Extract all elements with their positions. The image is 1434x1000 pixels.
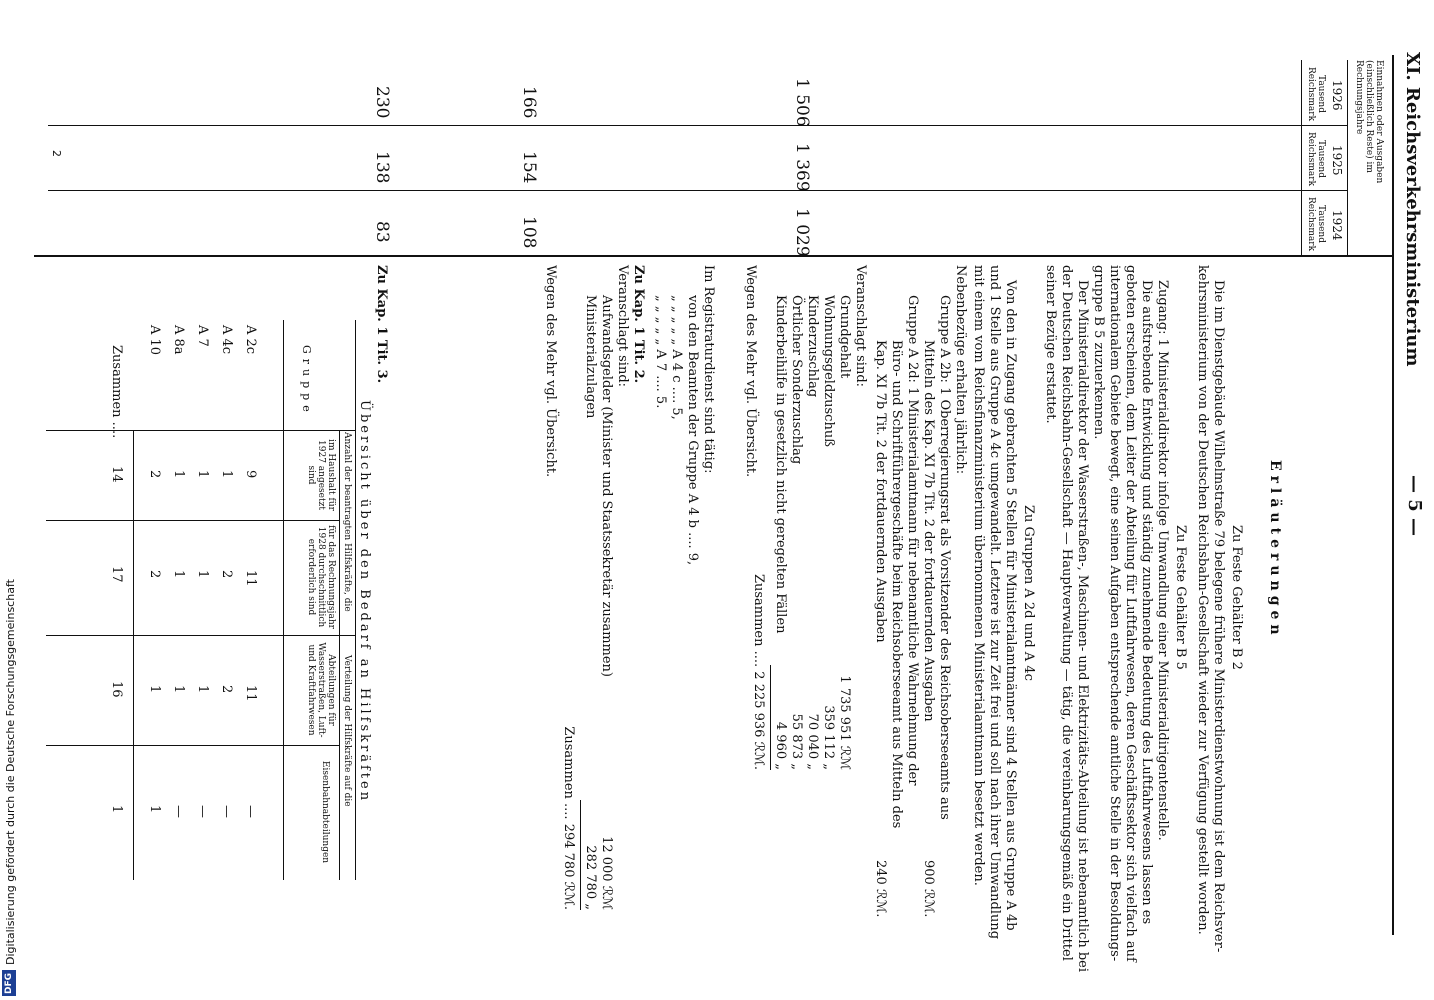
year-1925: 1925 (1330, 145, 1344, 176)
b2-line-1: Die im Dienstgebäude Wilhelmstraße 79 belegene frühere Ministerdienstwohnung ist dem Reichsver- (1211, 280, 1226, 953)
hilfs-1928: 1 (171, 570, 186, 579)
hilfs-abt2: — (195, 805, 210, 818)
b5-line-1: Zugang: 1 Ministerialdirektor infolge Umwandlung einer Ministerialdirigentenstelle. (1155, 280, 1170, 841)
row4-1925: 138 (372, 151, 392, 184)
col-rule-2 (48, 190, 1348, 191)
registry-line-4: „ „ „ „ „ A 7 .... 5. (653, 295, 668, 409)
page-number: — 5 — (1404, 475, 1425, 537)
salary-sum-rule (770, 665, 771, 770)
running-title: XI. Reichsverkehrsministerium (1402, 52, 1423, 367)
hilfs-gruppe: A 10 (147, 325, 162, 356)
hilfs-total-1928: 17 (109, 566, 124, 583)
year-table-header-rule (1347, 60, 1348, 255)
hilfs-total-abt2: 1 (109, 805, 124, 814)
mehr-note-2: Wegen des Mehr vgl. Übersicht. (543, 265, 558, 478)
neben-amount-1: 900 ℛℳ. (921, 860, 936, 918)
row3-1926: 166 (519, 86, 539, 119)
a2d-line-2: und 1 Stelle aus Gruppe A 4c umgewandelt. Letztere ist zur Zeit frei und soll nach ihrer Umwandlung (987, 265, 1002, 940)
hilfs-abt2: 1 (147, 805, 162, 814)
b2-heading: Zu Feste Gehälter B 2 (1229, 525, 1244, 670)
neben-line-2: Gruppe A 2b: 1 Oberregierungsrat als Vorsitzender des Reichsoberseeamts aus (937, 295, 952, 820)
veranschlagt-1: Veranschlagt sind: (853, 265, 868, 388)
hilfs-col-rule (46, 430, 356, 431)
hilfs-abt1: 2 (219, 685, 234, 694)
registry-line-1: Im Registraturdienst sind tätig: (701, 265, 716, 474)
row4-1924: 83 (372, 221, 392, 243)
col-rule-1 (48, 125, 1348, 126)
digitization-credit (4, 579, 17, 965)
hilfs-total-label: Zusammen .... (109, 345, 124, 439)
row4-1926: 230 (372, 86, 392, 119)
kap3-heading: Zu Kap. 1 Tit. 3. (374, 265, 389, 384)
salary-amount: 70 040 „ (805, 713, 820, 770)
b5-line-5: gruppe B 5 zuzuerkennen. (1091, 265, 1106, 440)
row2-1925: 1 369 (792, 143, 812, 192)
hilfs-total-rule (133, 430, 134, 880)
hilfs-col-rule (46, 520, 340, 521)
hilfs-1927: 1 (171, 470, 186, 479)
b5-line-6: Der Ministerialdirektor der Wasserstraßen-, Maschinen- und Elektrizitäts-Abteilung ist nebenamtlich bei (1075, 280, 1090, 973)
registry-line-3: „ „ „ „ „ A 4 c .... 5, (669, 295, 684, 420)
sheet-number: 2 (50, 150, 63, 157)
hilfs-total-abt1: 16 (109, 681, 124, 698)
hilfs-abt2: — (171, 805, 186, 818)
year-table-header: Einnahmen oder Ausgaben (einschließlich Reste) im Rechnungsjahre (1354, 60, 1384, 184)
hilfs-col-rule (46, 745, 340, 746)
kap2-line-1: Aufwandsgelder (Minister und Staatssekretär zusammen) (599, 295, 614, 677)
b5-line-2: Die aufstrebende Entwicklung und ständig zunehmende Bedeutung des Luftfahrwesens lassen es (1139, 280, 1154, 925)
hilfs-total-1927: 14 (109, 466, 124, 483)
kap2-veranschlagt: Veranschlagt sind: (615, 265, 630, 388)
year-1926: 1926 (1330, 80, 1344, 111)
top-rule (1392, 55, 1394, 935)
salary-amount: 4 960 „ (773, 721, 788, 770)
hilfs-abt1: 1 (195, 685, 210, 694)
salary-total: Zusammen .... 2 225 936 ℛℳ. (751, 573, 766, 770)
salary-amount: 359 112 „ (821, 705, 836, 770)
hilfs-1928: 11 (243, 570, 258, 587)
hilfs-abt1: 11 (243, 685, 258, 702)
neben-line-5: Büro- und Schriftführergeschäfte beim Reichsoberseeamt aus Mitteln des (889, 340, 904, 829)
unit-1925: Tausend Reichsmark (1306, 131, 1326, 187)
section-heading: Erläuterungen (1267, 460, 1283, 640)
b5-heading: Zu Feste Gehälter B 5 (1173, 525, 1188, 670)
b5-line-8: seiner Bezüge erstattet. (1043, 265, 1058, 424)
unit-1924: Tausend Reichsmark (1306, 196, 1326, 252)
row2-1926: 1 506 (792, 78, 812, 127)
salary-amount: 55 873 „ (789, 713, 804, 770)
kap2-total: Zusammen .... 294 780 ℛℳ. (561, 726, 576, 910)
year-table-unit-rule (1301, 60, 1302, 255)
row3-1925: 154 (519, 151, 539, 184)
hilfs-1928: 2 (219, 570, 234, 579)
kap2-line-2: Ministerialzulagen (583, 295, 598, 419)
hilfs-abt1: 1 (147, 685, 162, 694)
hilfs-abt2: — (243, 805, 258, 818)
b2-line-2: kehrsministerium von der Deutschen Reichsbahn-Gesellschaft wieder zur Verfügung gestellt worden. (1195, 265, 1210, 935)
hilfs-header-abt1: Abteilungen für Wasserstraßen, Luft- und Kraftfahrwesen (306, 642, 336, 738)
a2d-line-1: Von den in Zugang gebrachten 5 Stellen für Ministerialamtmänner sind 4 Stellen aus Gruppe A 4b (1003, 280, 1018, 931)
credit-text: Digitalisierung gefördert durch die Deutsche Forschungsgemeinschaft (4, 579, 17, 965)
salary-label: Wohnungsgeldzuschuß (821, 295, 836, 447)
hilfs-1928: 1 (195, 570, 210, 579)
hilfs-col-group: Anzahl der beantragten Hilfskräfte, die (342, 432, 352, 612)
neben-amount-2: 240 ℛℳ. (873, 860, 888, 918)
hilfs-header-1927: im Haushalt für 1927 angesetzt sind (306, 439, 336, 511)
left-table-divider (34, 255, 1394, 257)
row3-1924: 108 (519, 216, 539, 249)
mehr-note-1: Wegen des Mehr vgl. Übersicht. (743, 265, 758, 478)
dfg-logo: DFG (2, 970, 16, 996)
hilfs-header-gruppe: Gruppe (300, 345, 313, 417)
b5-line-4: internationalem Gebiete bewegt, eine seinen Aufgaben entsprechende amtliche Stelle in der Besoldungs- (1107, 265, 1122, 962)
neben-line-1: Nebenbezüge erhalten jährlich: (953, 265, 968, 475)
hilfs-header-1928: für das Rechnungsjahr 1928 durchschnittlich erforderlich sind (306, 525, 336, 629)
a2d-line-3: mit einem vom Reichsfinanzministerium übernommenen Ministerialamtmann besetzt werden. (971, 265, 986, 886)
hilfs-1927: 1 (219, 470, 234, 479)
salary-label: Kinderzuschlag (805, 295, 820, 398)
kap2-amount-1: 12 000 ℛℳ (599, 836, 614, 910)
row2-1924: 1 029 (792, 208, 812, 257)
hilfs-subhead-rule (339, 430, 340, 880)
hilfs-title: Übersicht über den Bedarf an Hilfskräften (357, 400, 372, 804)
a2d-heading: Zu Gruppen A 2d und A 4c (1021, 505, 1036, 681)
neben-line-6: Kap. XI 7b Tit. 2 der fortdauernden Ausgaben (873, 340, 888, 643)
hilfs-1927: 1 (195, 470, 210, 479)
hilfs-abt1: 1 (171, 685, 186, 694)
kap2-amount-2: 282 780 „ (583, 845, 598, 910)
salary-amount: 1 735 951 ℛℳ (837, 675, 852, 770)
hilfs-col-rule (46, 635, 356, 636)
hilfs-1927: 2 (147, 470, 162, 479)
neben-line-4: Gruppe A 2d: 1 Ministerialamtmann für nebenamtliche Wahrnehmung der (905, 295, 920, 786)
hilfs-gruppe: A 8a (171, 325, 186, 355)
hilfs-1928: 2 (147, 570, 162, 579)
hilfs-1927: 9 (243, 470, 258, 479)
hilfs-top-rule (355, 320, 356, 880)
hilfs-header-rule (283, 320, 284, 880)
salary-label: Kinderbeihilfe in gesetzlich nicht geregelten Fällen (773, 295, 788, 634)
hilfs-gruppe: A 4c (219, 325, 234, 355)
hilfs-gruppe: A 2c (243, 325, 258, 355)
salary-label: Grundgehalt (837, 295, 852, 379)
registry-line-2: von den Beamten der Gruppe A 4 b .... 9, (685, 295, 700, 566)
salary-label: Örtlicher Sonderzuschlag (789, 295, 804, 465)
unit-1926: Tausend Reichsmark (1306, 66, 1326, 122)
kap2-heading: Zu Kap. 1 Tit. 2. (631, 265, 646, 384)
b5-line-3: geboten erscheinen, dem Leiter der Abteilung für Luftfahrwesen, deren Geschäftssektor sich vielfach auf (1123, 265, 1138, 962)
neben-line-3: Mitteln des Kap. XI 7b Tit. 2 der fortdauernden Ausgaben (921, 340, 936, 722)
year-1924: 1924 (1330, 210, 1344, 241)
hilfs-header-abt2: Eisenbahnabteilungen (320, 760, 330, 864)
hilfs-abt2: — (219, 805, 234, 818)
hilfs-col-group-2: Verteilung der Hilfskräfte auf die (342, 655, 352, 807)
kap2-sum-rule (580, 800, 581, 910)
hilfs-gruppe: A 7 (195, 325, 210, 347)
b5-line-7: der Deutschen Reichsbahn-Gesellschaft — Hauptverwaltung — tätig, die vereinbarungsgemäß ein Drittel (1059, 265, 1074, 961)
